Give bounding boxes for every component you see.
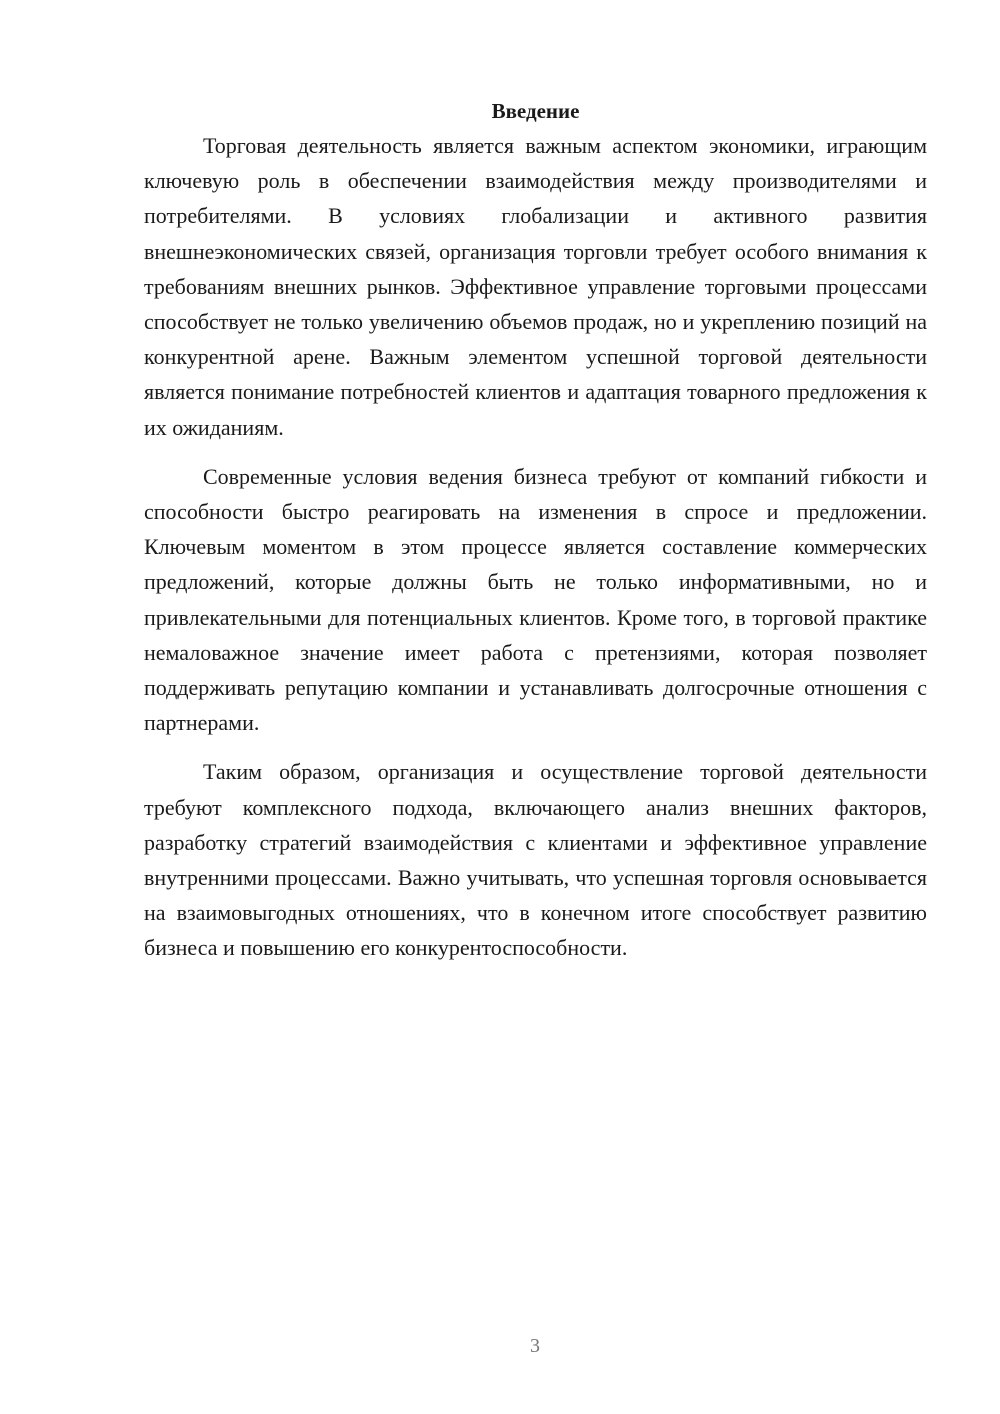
page-content (144, 96, 927, 966)
paragraph-2: Современные условия ведения бизнеса требуют от компаний гибкости и способности быстро реагировать на изменения в спросе и предложении. Ключевым моментом в этом процессе является составление коммерческих предложений, которые должны быть не только информативными, но и привлекательными для потенциальных клиентов. Кроме того, в торговой практике немаловажное значение имеет работа с претензиями, которая позволяет поддерживать репутацию компании и устанавливать долгосрочные отношения с партнерами. (144, 463, 927, 736)
paragraph-3: Таким образом, организация и осуществление торговой деятельности требуют комплексного подхода, включающего анализ внешних факторов, разработку стратегий взаимодействия с клиентами и эффективное управление внутренними процессами. Важно учитывать, что успешная торговля основывается на взаимовыгодных отношениях, что в конечном итоге способствует развитию бизнеса и повышению его конкурентоспособности. (144, 759, 927, 961)
section-heading: Введение (491, 99, 580, 123)
page-number: 3 (530, 1335, 540, 1357)
paragraph-1: Торговая деятельность является важным аспектом экономики, играющим ключевую роль в обеспечении взаимодействия между производителями и потребителями. В условиях глобализации и активного развития внешнеэкономических связей, организация торговли требует особого внимания к требованиям внешних рынков. Эффективное управление торговыми процессами способствует не только увеличению объемов продаж, но и укреплению позиций на конкурентной арене. Важным элементом успешной торговой деятельности является понимание потребностей клиентов и адаптация товарного предложения к их ожиданиям. (144, 133, 927, 440)
